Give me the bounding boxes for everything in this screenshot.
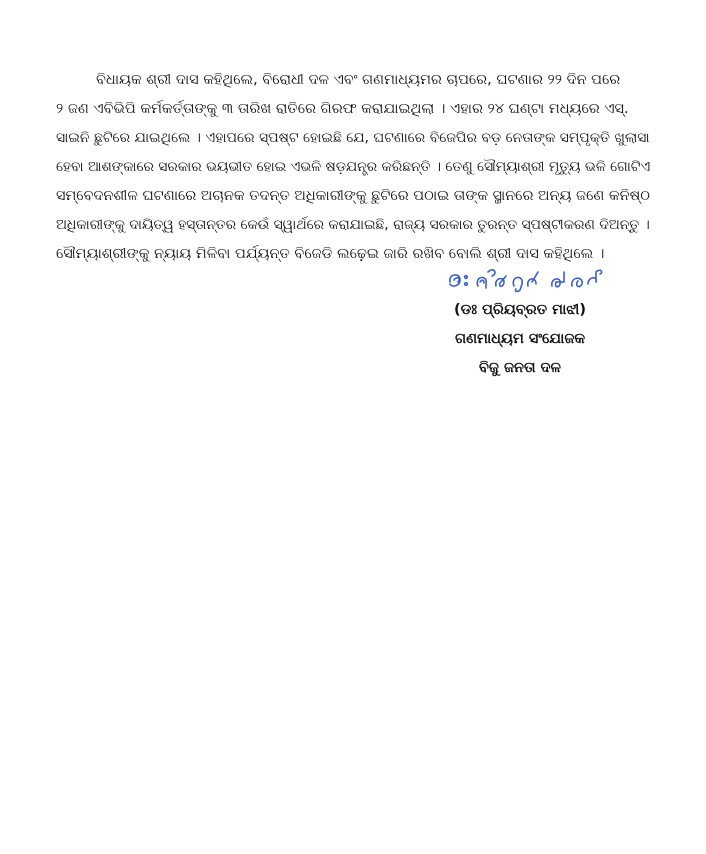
paragraph-line-2: ୨ ଜଣ ଏବିଭିପି କର୍ମକର୍ତ୍ତାଙ୍କୁ ୩ ତାରିଖ ରାତିରେ ଗିରଫ କରାଯାଇଥିଲା । ଏହାର ୨୪ ଘଣ୍ଟା ମଧ୍ୟରେ ଏସ୍. [56,101,629,117]
press-release-paragraph [56,66,651,269]
signatory-name: (ଡଃ ପ୍ରିୟବ୍ରତ ମାଝୀ) [454,302,586,318]
paragraph-line-3: ସାଇନି ଛୁଟିରେ ଯାଇଥିଲେ । ଏହାପରେ ସ୍ପଷ୍ଟ ହୋଇଛି ଯେ, ଘଟଣାରେ ବିଜେପିର ବଡ଼ ନେତାଙ୍କ ସମ୍ପୃକ୍ତି ଖୁଲାସା [56,130,650,146]
signature-block [420,262,620,383]
signatory-organization: ବିଜୁ ଜନତା ଦଳ [479,360,561,376]
paragraph-line-6: ଅଧିକାରୀଙ୍କୁ ଦାୟିତ୍ୱ ହସ୍ତାନ୍ତର କେଉଁ ସ୍ୱାର୍ଥରେ କରାଯାଇଛି, ରାଜ୍ୟ ସରକାର ତୁରନ୍ତ ସ୍ପଷ୍ଟୀକରଣ ଦିଅନ୍ତୁ । [56,217,650,233]
paragraph-line-5: ସମ୍ବେଦନଶୀଳ ଘଟଣାରେ ଅଚାନକ ତଦନ୍ତ ଅଧିକାରୀଙ୍କୁ ଛୁଟିରେ ପଠାଇ ତାଙ୍କ ସ୍ଥାନରେ ଅନ୍ୟ ଜଣେ କନିଷ୍ଠ [56,188,650,204]
paragraph-line-7: ସୌମ୍ୟାଶ୍ରୀଙ୍କୁ ନ୍ୟାୟ ମିଳିବା ପର୍ଯ୍ୟନ୍ତ ବିଜେଡି ଲଢ଼େଇ ଜାରି ରଖିବ ବୋଲି ଶ୍ରୀ ଦାସ କହିଥିଲେ । [56,246,605,262]
paragraph-line-4: ହେବା ଆଶଙ୍କାରେ ସରକାର ଭୟଭୀତ ହୋଇ ଏଭଳି ଷଡ଼ଯନ୍ତ୍ର କରିଛନ୍ତି । ତେଣୁ ସୌମ୍ୟାଶ୍ରୀ ମୃତ୍ୟୁ ଭଳି ଗୋଟିଏ [56,159,651,175]
handwritten-signature [444,262,614,296]
paragraph-line-1: ବିଧାୟକ ଶ୍ରୀ ଦାସ କହିଥିଲେ, ବିରୋଧୀ ଦଳ ଏବଂ ଗଣମାଧ୍ୟମର ଚାପରେ, ଘଟଣାର ୨୨ ଦିନ ପରେ [96,72,621,88]
signatory-designation: ଗଣମାଧ୍ୟମ ସଂଯୋଜକ [454,331,586,347]
